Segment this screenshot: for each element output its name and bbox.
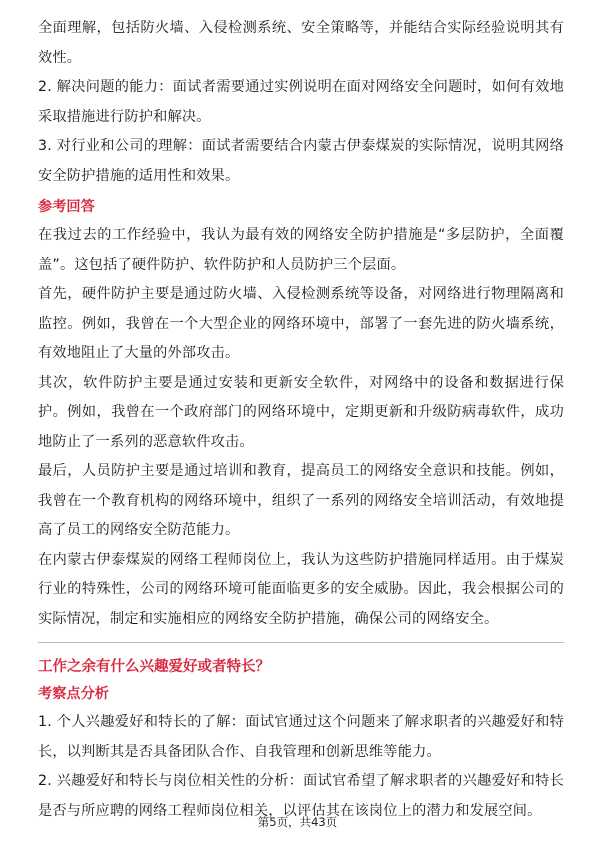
paragraph: 在内蒙古伊泰煤炭的网络工程师岗位上，我认为这些防护措施同样适用。由于煤炭行业的特殊性，公司的网络环境可能面临更多的安全威胁。因此，我会根据公司的实际情况，制定和实施相应的网络安全防护措施，确保公司的网络安全。 xyxy=(38,551,564,627)
paragraph: 首先，硬件防护主要是通过防火墙、入侵检测系统等设备，对网络进行物理隔离和监控。例如，我曾在一个大型企业的网络环境中，部署了一套先进的防火墙系统，有效地阻止了大量的外部攻击。 xyxy=(38,286,564,361)
paragraph: 2. 解决问题的能力：面试者需要通过实例说明在面对网络安全问题时，如何有效地采取措施进行防护和解决。 xyxy=(38,79,564,125)
section-divider xyxy=(38,642,564,643)
paragraph: 2. 兴趣爱好和特长与岗位相关性的分析：面试官希望了解求职者的兴趣爱好和特长是否与所应聘的网络工程师岗位相关，以评估其在该岗位上的潜力和发展空间。 xyxy=(38,773,564,819)
page-number: 第5页，共43页 xyxy=(257,815,338,829)
paragraph: 最后，人员防护主要是通过培训和教育，提高员工的网络安全意识和技能。例如，我曾在一个教育机构的网络环境中，组织了一系列的网络安全培训活动，有效地提高了员工的网络安全防范能力。 xyxy=(38,463,564,538)
question-title: 工作之余有什么兴趣爱好或者特长？ xyxy=(38,659,270,675)
paragraph: 1. 个人兴趣爱好和特长的了解：面试官通过这个问题来了解求职者的兴趣爱好和特长，以判断其是否具备团队合作、自我管理和创新思维等能力。 xyxy=(38,714,564,760)
paragraph: 其次，软件防护主要是通过安装和更新安全软件，对网络中的设备和数据进行保护。例如，我曾在一个政府部门的网络环境中，定期更新和升级防病毒软件，成功地防止了一系列的恶意软件攻击。 xyxy=(38,374,564,450)
analysis-heading: 考察点分析 xyxy=(38,686,109,702)
paragraph: 全面理解，包括防火墙、入侵检测系统、安全策略等，并能结合实际经验说明其有效性。 xyxy=(38,20,564,66)
answer-heading: 参考回答 xyxy=(38,199,95,215)
paragraph: 3. 对行业和公司的理解：面试者需要结合内蒙古伊泰煤炭的实际情况，说明其网络安全防护措施的适用性和效果。 xyxy=(38,138,564,184)
paragraph: 在我过去的工作经验中，我认为最有效的网络安全防护措施是“多层防护，全面覆盖”。这包括了硬件防护、软件防护和人员防护三个层面。 xyxy=(38,227,564,273)
document-page xyxy=(38,14,564,826)
